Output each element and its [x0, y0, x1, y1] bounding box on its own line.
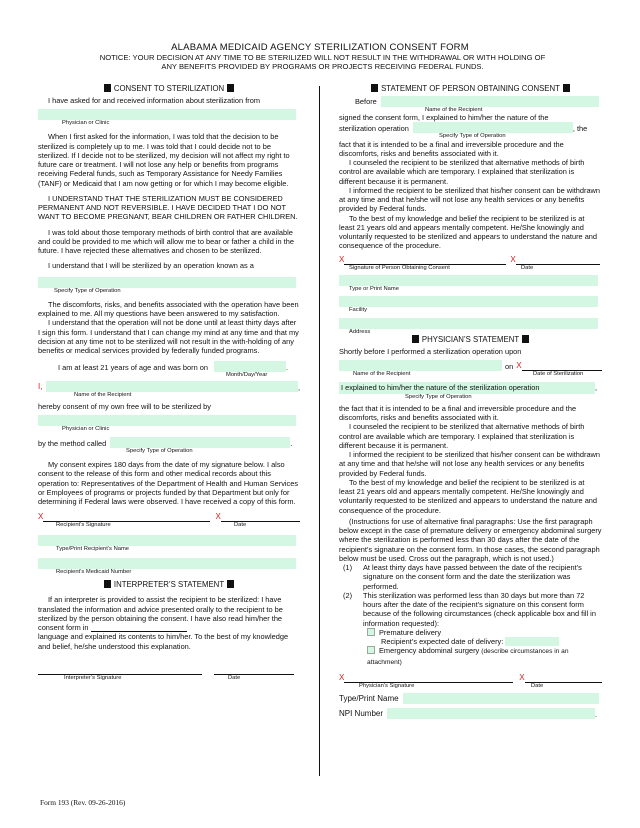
- sterilization-operation-text: sterilization operation: [339, 124, 409, 134]
- obtainer-para-1: fact that it is intended to be a final and irreversible procedure and the discomforts, risks and benefits associated with it.: [339, 139, 564, 158]
- recipient-signature-row: [38, 512, 300, 522]
- explained-text: I explained to him/her the nature of the sterilization operation: [341, 382, 540, 392]
- consent-para-3: I was told about those temporary methods of birth control that are available and could be provided to me which will allow me to bear or father a child in the future. I have rejected these alternatives and chosen to be sterilized.: [38, 227, 294, 256]
- operation-text: I understand that I will be sterilized by an operation known as a: [48, 261, 254, 271]
- option-2-text: This sterilization was performed less than 30 days but more than 72 hours after the date of the recipient’s signature on this consent form because of the following circumstances (check applicable box and fill in information requested):: [363, 590, 596, 628]
- black-square-icon: [227, 580, 234, 588]
- physician-clinic-field-2[interactable]: [38, 415, 296, 426]
- physician-name-field[interactable]: [403, 693, 599, 704]
- obtainer-recipient-caption: Name of the Recipient: [425, 106, 483, 113]
- black-square-icon: [104, 580, 111, 588]
- emergency-checkbox[interactable]: [367, 646, 375, 654]
- consent-para-2: I UNDERSTAND THAT THE STERILIZATION MUST BE CONSIDERED PERMANENT AND NOT REVERSIBLE. I HAVE DECIDED THAT I DO NOT WANT TO BECOME PREGNANT, BEAR CHILDREN OR FATHER CHILDREN.: [38, 193, 298, 222]
- consent-heading: [38, 84, 300, 94]
- obtainer-signature-caption: Signature of Person Obtaining Consent: [349, 264, 450, 271]
- interpreter-signature-row: [38, 667, 300, 675]
- expected-date-field[interactable]: [505, 637, 559, 646]
- explained-row: I explained to him/her the nature of the sterilization operation ,: [341, 382, 598, 392]
- physician-signature-line[interactable]: [344, 674, 513, 683]
- birth-date-field[interactable]: [214, 361, 286, 372]
- interpreter-heading-text: INTERPRETER’S STATEMENT: [113, 579, 225, 589]
- black-square-icon: [563, 84, 570, 92]
- medicaid-number-field[interactable]: [38, 558, 296, 569]
- npi-row: NPI Number .: [339, 709, 598, 720]
- type-print-recipient-field[interactable]: [38, 535, 296, 546]
- physician-para-4: To the best of my knowledge and belief the recipient to be sterilized is at least 21 years old and appears mentally competent. He/She knowingly and voluntarily requested to be sterilized and appears to understand the nature and consequence of the procedure.: [339, 477, 598, 515]
- obtainer-para-4: To the best of my knowledge and belief the recipient to be sterilized is at least 21 years old and appears mentally competent. He/She knowingly and voluntarily requested to be sterilized and appears to understand the nature and consequence of the procedure.: [339, 213, 598, 251]
- physician-signature-caption: Physician’s Signature: [359, 682, 415, 689]
- physician-clinic-field[interactable]: [38, 109, 296, 120]
- hereby-text: hereby consent of my own free will to be sterilized by: [38, 402, 211, 412]
- obtainer-para-3: I informed the recipient to be sterilized that his/her consent can be withdrawn at any time and that he/she will not lose any health services or any benefits provided by Federal funds.: [339, 185, 601, 214]
- physician-date-line[interactable]: [525, 674, 602, 683]
- obtainer-date-caption: Date: [521, 264, 534, 271]
- recipient-name-row: I, ,: [38, 381, 300, 392]
- obtainer-date-line[interactable]: [516, 256, 600, 265]
- premature-option: [367, 628, 602, 637]
- dob-caption: Month/Day/Year: [226, 372, 268, 379]
- emergency-note: (describe circumstances in an attachment): [367, 648, 569, 666]
- physician-date-caption: Date: [531, 682, 544, 689]
- recipient-signature-caption: Recipient’s Signature: [56, 522, 111, 529]
- type-print-caption: Type or Print Name: [349, 286, 399, 293]
- obtainer-heading-text: STATEMENT OF PERSON OBTAINING CONSENT: [381, 84, 560, 93]
- option-1-text: At least thirty days have passed between the date of the recipient’s signature on the consent form and the date the sterilization was performed.: [363, 563, 582, 591]
- interpreter-heading: [38, 580, 300, 590]
- physician-clinic-caption-2: Physician or Clinic: [62, 426, 110, 433]
- black-square-icon: [104, 84, 111, 92]
- circumstance-options: [339, 628, 602, 667]
- interpreter-captions: [38, 675, 300, 681]
- physician-name-row: [339, 693, 602, 704]
- expected-date-label: Recipient’s expected date of delivery:: [381, 637, 504, 647]
- x-mark: X: [38, 512, 44, 522]
- left-column: [38, 84, 300, 681]
- obtainer-signature-line[interactable]: [344, 256, 506, 265]
- expected-date-row: [367, 637, 602, 646]
- type-print-name-label: Type/Print Name: [339, 694, 399, 704]
- physician-heading: [339, 335, 602, 345]
- x-mark: X: [339, 254, 345, 264]
- operation-type-field[interactable]: [38, 277, 296, 288]
- recipient-signature-line[interactable]: [43, 513, 209, 522]
- black-square-icon: [371, 84, 378, 92]
- option-1-number: (1): [343, 563, 353, 573]
- black-square-icon: [412, 335, 419, 343]
- medicaid-number-caption: Recipient’s Medicaid Number: [56, 569, 132, 576]
- method-caption: Specify Type of Operation: [126, 447, 193, 454]
- recipient-name-field[interactable]: [46, 381, 297, 392]
- consent-para-5: I understand that the operation will not be done until at least thirty days after I sign this form. I understand that I can change my mind at any time and that my decision at any time not to be sterilized will not result in the with-holding of any benefits or medical services provided by federally funded programs.: [38, 318, 299, 356]
- language-line[interactable]: [91, 624, 187, 632]
- interpreter-signature-caption: Interpreter’s Signature: [64, 674, 122, 681]
- obtainer-signature-row: [339, 255, 602, 265]
- consent-para-1: When I first asked for the information, I was told that the decision to be sterilized is completely up to me. I was told that I could decide not to be sterilized. If I decide not to be sterilized, my decision will not affect my right to future care or treatment. I will not lose any help or benefits from programs receiving Federal funds, such as Temporary Assistance for Needy Families (TANF) or Medicaid that I am now getting or for which I may become eligible.: [38, 132, 290, 188]
- black-square-icon: [522, 335, 529, 343]
- option-1: [339, 563, 602, 591]
- premature-label: Premature delivery: [379, 627, 442, 637]
- consent-heading-text: CONSENT TO STERILIZATION: [113, 84, 225, 93]
- form-number: Form 193 (Rev. 09-26-2016): [40, 798, 126, 807]
- address-field[interactable]: [339, 318, 598, 329]
- birth-date-row: I am at least 21 years of age and was born on .: [38, 361, 300, 372]
- consent-para-6: My consent expires 180 days from the date of my signature below. I also consent to the release of this form and other medical records about this operation to: Representatives of the Department of Health and Human Services or Employees of programs or projects funded by that Department but only for determining if Federal laws were observed. I have received a copy of this form.: [38, 460, 299, 507]
- obtainer-name-field[interactable]: [339, 275, 598, 286]
- interpreter-signature-line[interactable]: [38, 667, 202, 675]
- before-text: Before: [355, 97, 377, 107]
- i-label: I,: [38, 381, 43, 391]
- black-square-icon: [227, 84, 234, 92]
- emergency-option: [367, 646, 602, 666]
- obtainer-operation-row: [339, 122, 602, 133]
- shortly-text: Shortly before I performed a sterilization operation upon: [339, 346, 522, 356]
- physician-para-1: the fact that it is intended to be a final and irreversible procedure and the discomforts, risks and benefits associated with it.: [339, 403, 577, 423]
- signed-text: signed the consent form, I explained to him/her the nature of the: [339, 113, 549, 123]
- age-text: I am at least 21 years of age and was born on: [58, 363, 208, 373]
- interpreter-para-2: language and explained its contents to him/her. To the best of my knowledge and belief, he/she understood this explanation.: [38, 632, 289, 651]
- method-row: by the method called .: [38, 438, 293, 448]
- option-2-number: (2): [343, 590, 353, 600]
- recipient-date-line[interactable]: [221, 513, 300, 522]
- physician-recipient-row: [339, 360, 602, 371]
- physician-recipient-caption: Name of the Recipient: [353, 371, 411, 378]
- asked-text: I have asked for and received information about sterilization from: [48, 95, 260, 105]
- premature-checkbox[interactable]: [367, 628, 375, 636]
- column-divider: [319, 86, 320, 776]
- method-field[interactable]: [110, 437, 290, 448]
- physician-clinic-caption: Physician or Clinic: [62, 119, 110, 126]
- x-mark: X: [510, 254, 516, 264]
- physician-recipient-captions: [339, 371, 602, 377]
- before-row: [339, 96, 602, 107]
- notice-line-2: ANY BENEFITS PROVIDED BY PROGRAMS OR PROJECTS RECEIVING FEDERAL FUNDS.: [161, 62, 484, 72]
- x-mark: X: [215, 512, 221, 522]
- consent-para-4: The discomforts, risks, and benefits associated with the operation have been explained to me. All my questions have been answered to my satisfaction.: [38, 299, 299, 319]
- option-2: [339, 591, 602, 628]
- address-caption: Address: [349, 328, 371, 335]
- physician-recipient-field[interactable]: [339, 360, 502, 371]
- facility-field[interactable]: [339, 296, 598, 307]
- emergency-label: Emergency abdominal surgery: [379, 646, 480, 656]
- obtainer-heading: [339, 84, 602, 94]
- notice: [40, 53, 605, 72]
- physician-para-2: I counseled the recipient to be sterilized that alternative methods of birth control are available which are temporary. I explained that sterilization is different because it is permanent.: [339, 422, 585, 450]
- physician-specify-caption: Specify Type of Operation: [405, 393, 472, 400]
- notice-line-1: NOTICE: YOUR DECISION AT ANY TIME TO BE STERILIZED WILL NOT RESULT IN THE WITHDRAWAL OR WITH HOLDING OF: [99, 53, 546, 62]
- physician-para-3: I informed the recipient to be sterilized that his/her consent can be withdrawn at any time and that he/she will not lose any health services or any benefits provided by Federal funds.: [339, 450, 601, 478]
- x-mark: X: [519, 672, 525, 682]
- physician-heading-text: PHYSICIAN’S STATEMENT: [421, 335, 520, 345]
- recipient-name-caption: Name of the Recipient: [74, 391, 132, 398]
- npi-label: NPI Number: [339, 709, 384, 719]
- method-text: by the method called: [38, 438, 107, 448]
- physician-signature-row: [339, 673, 602, 683]
- interpreter-date-line[interactable]: [214, 667, 294, 675]
- form-title: ALABAMA MEDICAID AGENCY STERILIZATION CONSENT FORM: [171, 42, 469, 53]
- date-sterilization-caption: Date of Sterilization: [533, 371, 584, 378]
- obtainer-operation-field[interactable]: [413, 122, 573, 133]
- obtainer-para-2: I counseled the recipient to be sterilized that alternative methods of birth control are available which are temporary. I explained that sterilization is different because it is permanent.: [339, 158, 585, 186]
- obtainer-specify-caption: Specify Type of Operation: [439, 133, 506, 140]
- right-column: [339, 84, 602, 719]
- x-mark: X: [516, 361, 522, 371]
- npi-field[interactable]: [387, 708, 595, 719]
- obtainer-recipient-field[interactable]: [381, 96, 599, 107]
- facility-caption: Facility: [349, 307, 368, 314]
- sterilization-date-line[interactable]: [522, 362, 602, 371]
- type-print-recipient-caption: Type/Print Recipient’s Name: [56, 545, 130, 552]
- on-text: on: [505, 361, 514, 371]
- interpreter-date-caption: Date: [228, 674, 241, 681]
- interpreter-para-1: [38, 595, 300, 632]
- x-mark: X: [339, 672, 345, 682]
- instructions-text: (Instructions for use of alternative final paragraphs: Use the first paragraph below except in the case of premature delivery or emergency abdominal surgery where the sterilization is performed less than 30 days after the date of the recipient’s signature on the consent form. In those cases, the second paragraph below must be used. Cross out the paragraph, which is not used.): [339, 516, 602, 563]
- date-caption: Date: [234, 522, 247, 529]
- specify-operation-caption: Specify Type of Operation: [54, 287, 121, 294]
- interpreter-para-1-text: If an interpreter is provided to assist the recipient to be sterilized: I have translated the information and advice presented orally to the recipient to be sterilized by the person obtaining the consent. I have also read him/her the consent form in: [38, 595, 283, 633]
- the-text: , the: [572, 124, 588, 134]
